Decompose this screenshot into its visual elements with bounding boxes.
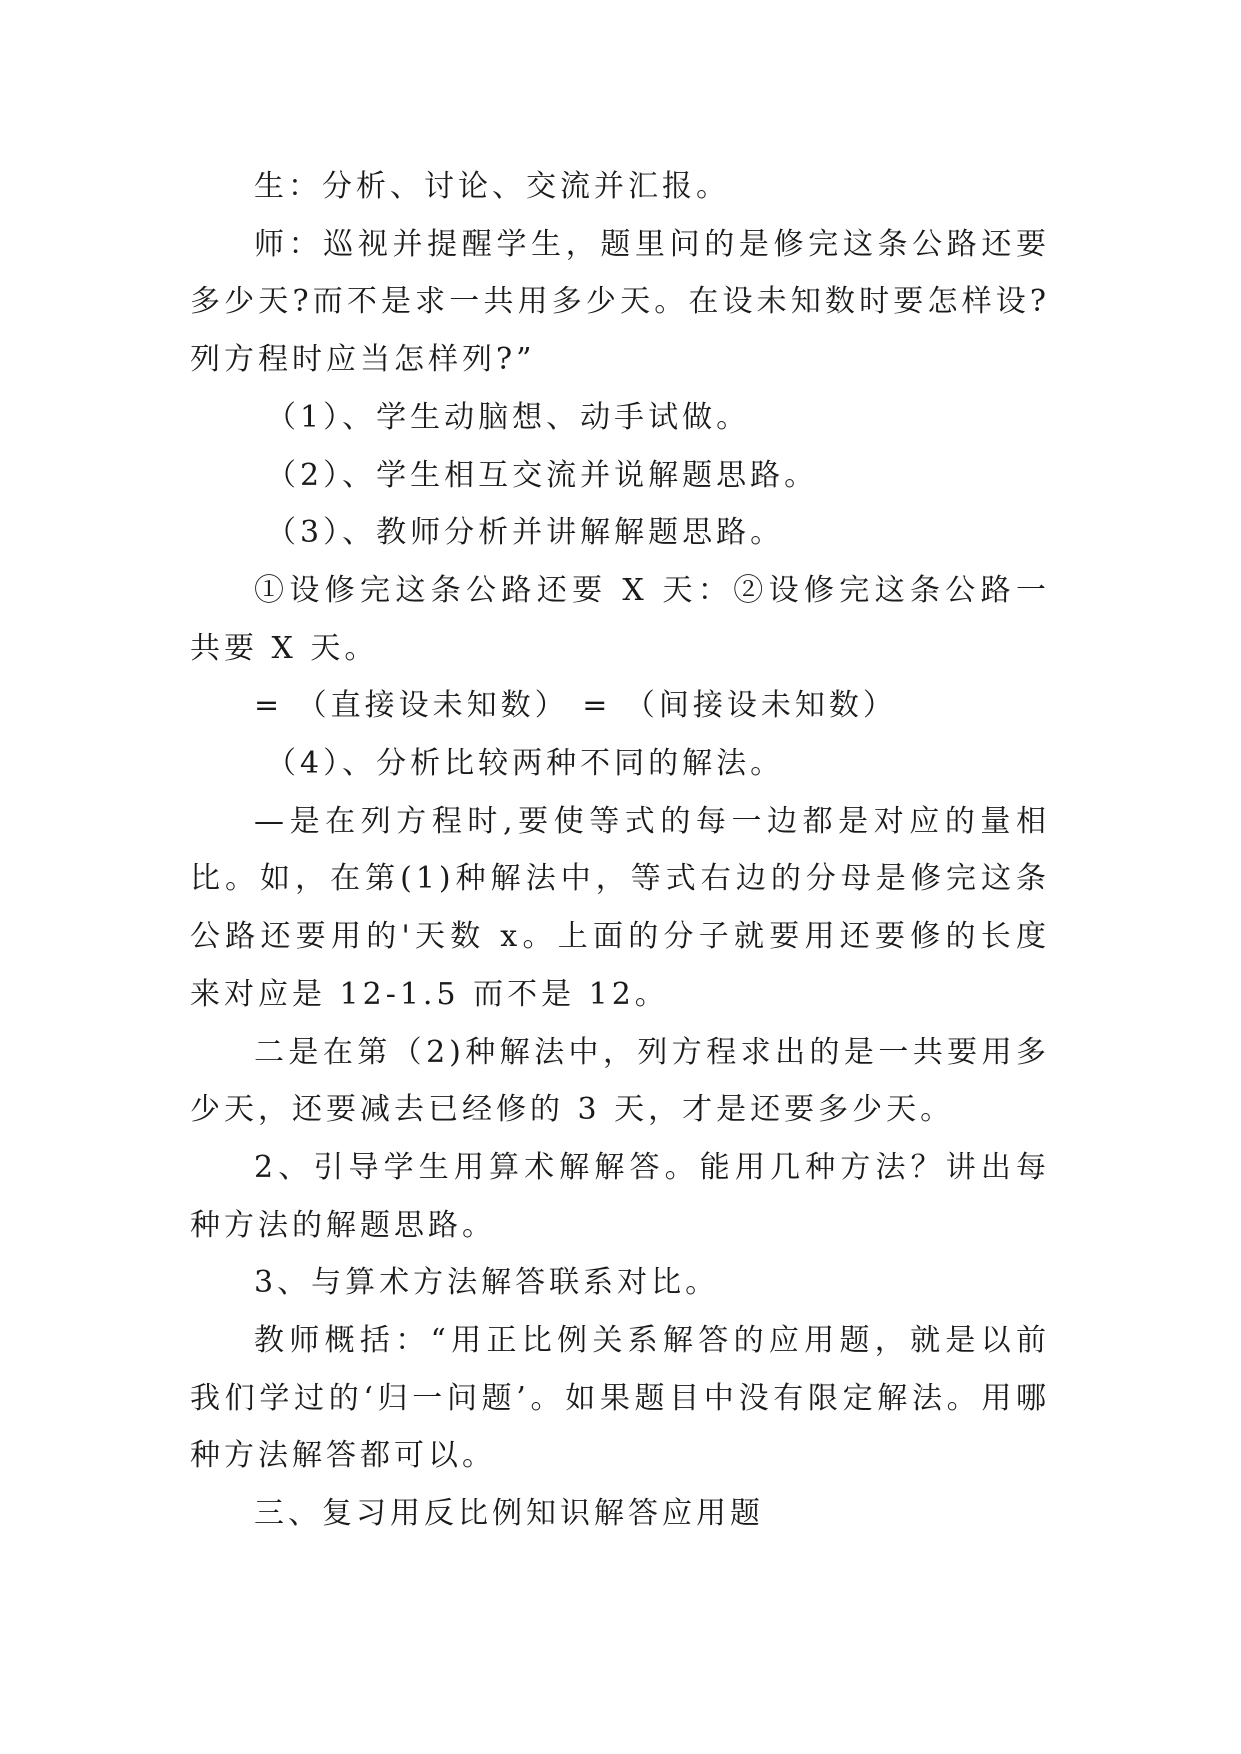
- paragraph-step-1: （1）、学生动脑想、动手试做。: [266, 399, 751, 435]
- paragraph-step-2: （2）、学生相互交流并说解题思路。: [266, 457, 819, 493]
- document-body: [190, 158, 1050, 1543]
- paragraph-teacher-prompt: 师：巡视并提醒学生，题里问的是修完这条公路还要多少天?而不是求一共用多少天。在设未知数时要怎样设?列方程时应当怎样列?”: [190, 226, 1050, 378]
- paragraph-point-two: 二是在第（2)种解法中，列方程求出的是一共要用多少天，还要减去已经修的 3 天，才是还要多少天。: [190, 1034, 1050, 1128]
- paragraph-compare: 3、与算术方法解答联系对比。: [254, 1265, 720, 1301]
- paragraph-student-discussion: 生：分析、讨论、交流并汇报。: [254, 169, 730, 204]
- paragraph-step-4: （4）、分析比较两种不同的解法。: [266, 746, 785, 782]
- paragraph-teacher-summary: 教师概括：“用正比例关系解答的应用题，就是以前我们学过的‘归一问题’。如果题目中没有限定解法。用哪种方法解答都可以。: [190, 1323, 1050, 1474]
- paragraph-point-one: —是在列方程时,要使等式的每一边都是对应的量相比。如，在第(1)种解法中，等式右边的分母是修完这条公路还要用的'天数 x。上面的分子就要用还要修的长度来对应是 12-1.5 而不是 12。: [190, 803, 1050, 1012]
- section-heading-inverse-proportion: 三、复习用反比例知识解答应用题: [254, 1496, 764, 1532]
- paragraph-two-methods: ①设修完这条公路还要 X 天：②设修完这条公路一共要 X 天。: [190, 572, 1050, 666]
- paragraph-arithmetic-guide: 2、引导学生用算术解解答。能用几种方法？讲出每种方法的解题思路。: [190, 1149, 1050, 1243]
- paragraph-step-3: （3）、教师分析并讲解解题思路。: [266, 515, 785, 551]
- paragraph-equations: = （直接设未知数） = （间接设未知数）: [254, 688, 897, 724]
